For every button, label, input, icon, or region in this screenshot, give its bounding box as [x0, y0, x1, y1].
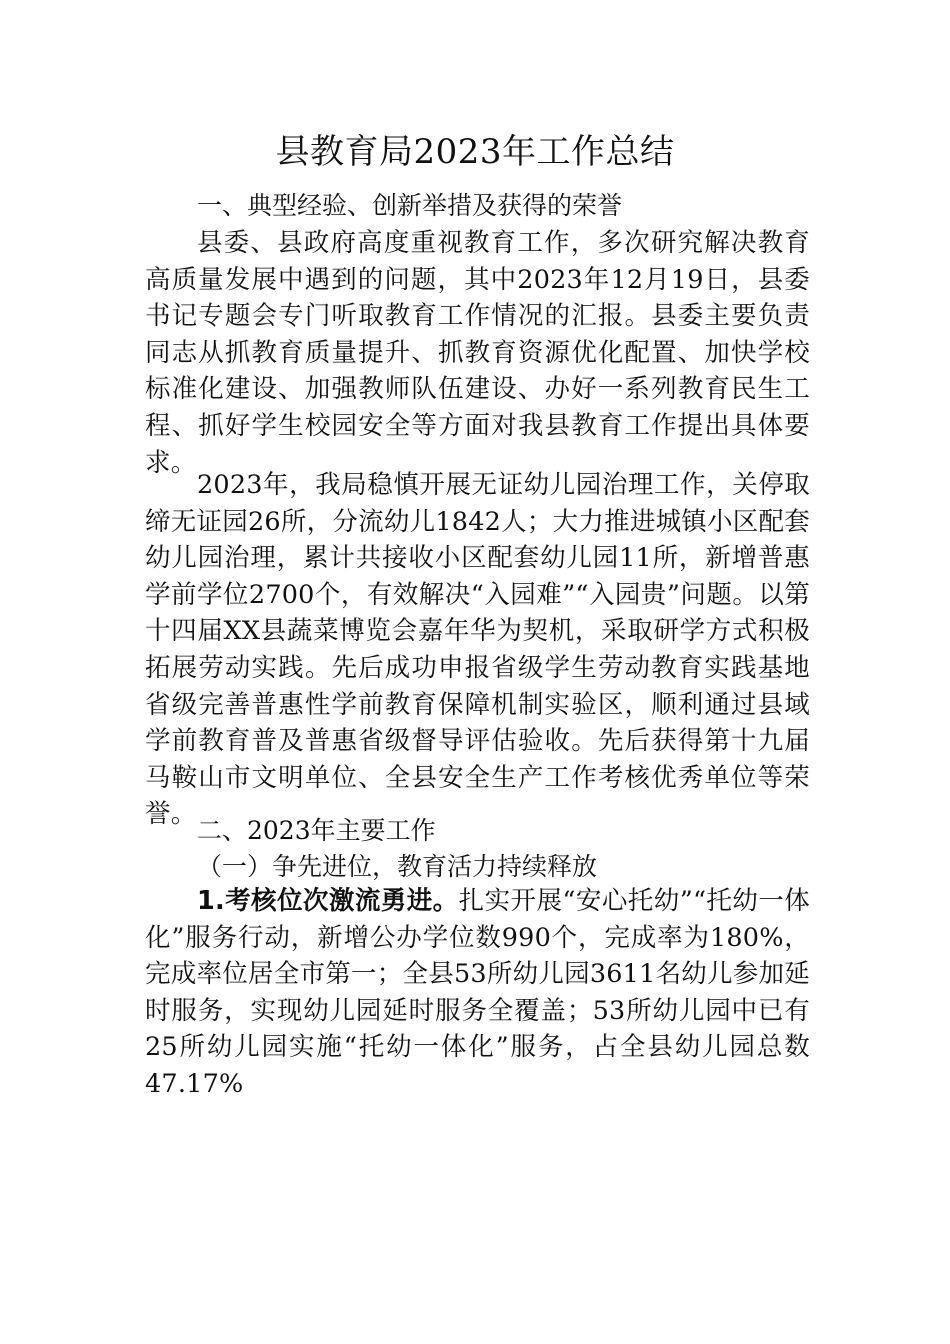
item-body: 扎实开展“安心托幼”“托幼一体化”服务行动，新增公办学位数990个，完成率为180%，完成率位居全市第一；全县53所幼儿园3611名幼儿参加延时服务，实现幼儿园延时服务全覆盖；53所幼儿园中已有25所幼儿园实施“托幼一体化”服务，占全县幼儿园总数47.17% — [145, 886, 810, 1099]
paragraph-1: 县委、县政府高度重视教育工作，多次研究解决教育高质量发展中遇到的问题，其中2023年12月19日，县委书记专题会专门听取教育工作情况的汇报。县委主要负责同志从抓教育质量提升、抓教育资源优化配置、加快学校标准化建设、加强教师队伍建设、办好一系列教育民生工程、抓好学生校园安全等方面对我县教育工作提出具体要求。 — [145, 228, 810, 478]
document-title: 县教育局2023年工作总结 — [275, 132, 675, 172]
paragraph-2: 2023年，我局稳慎开展无证幼儿园治理工作，关停取缔无证园26所，分流幼儿1842人；大力推进城镇小区配套幼儿园治理，累计共接收小区配套幼儿园11所，新增普惠学前学位2700个，有效解决“入园难”“入园贵”问题。以第十四届XX县蔬菜博览会嘉年华为契机，采取研学方式积极拓展劳动实践。先后成功申报省级学生劳动教育实践基地省级完善普惠性学前教育保障机制实验区，顺利通过县域学前教育普及普惠省级督导评估验收。先后获得第十九届马鞍山市文明单位、全县安全生产工作考核优秀单位等荣誉。 — [145, 470, 810, 830]
subsection-heading-1: （一）争先进位，教育活力持续释放 — [197, 852, 598, 881]
paragraph-3 — [145, 883, 810, 1103]
item-lead: 1.考核位次激流勇进。 — [197, 886, 459, 916]
section-heading-2: 二、2023年主要工作 — [197, 816, 436, 845]
section-heading-1: 一、典型经验、创新举措及获得的荣誉 — [197, 191, 623, 220]
